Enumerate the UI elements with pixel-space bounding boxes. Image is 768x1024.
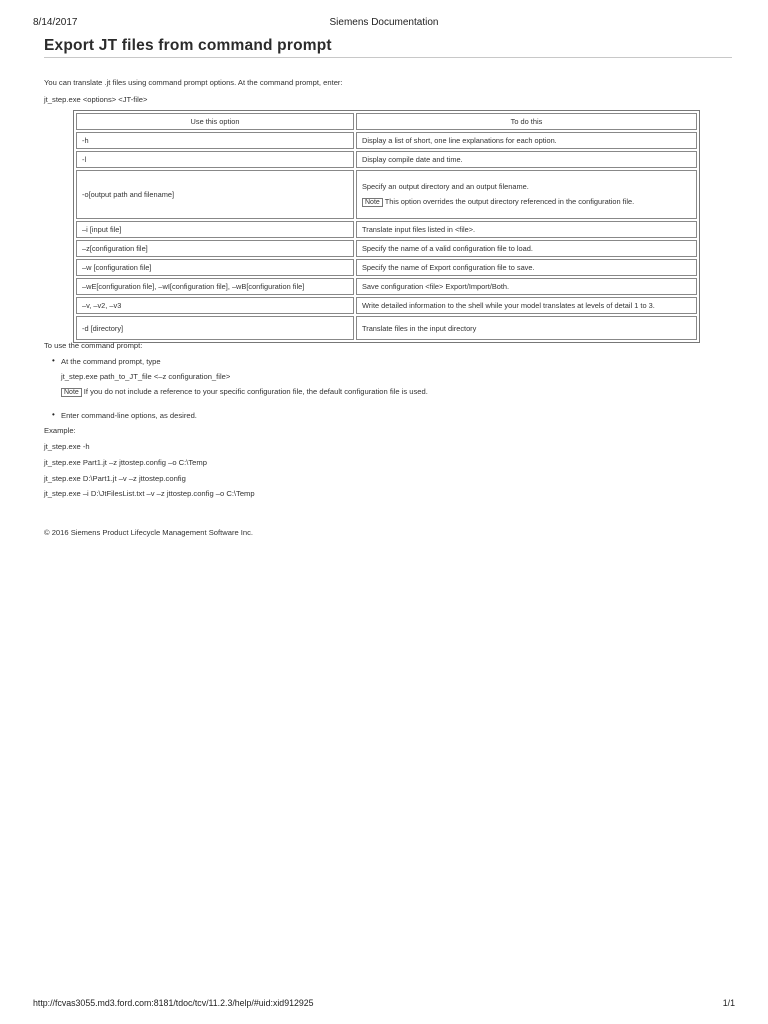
table-row — [76, 278, 697, 295]
option-cell: -d [directory] — [76, 316, 354, 340]
example-line: jt_step.exe Part1.jt –z jttostep.config –o C:\Temp — [44, 458, 207, 467]
option-cell: -l — [76, 151, 354, 168]
table-row — [76, 297, 697, 314]
usage-step: At the command prompt, type — [61, 357, 161, 366]
description-cell: Write detailed information to the shell while your model translates at levels of detail 1 to 3. — [356, 297, 697, 314]
note-block — [362, 197, 691, 207]
example-label: Example: — [44, 426, 76, 435]
option-cell: –w [configuration file] — [76, 259, 354, 276]
table-row — [76, 221, 697, 238]
note-text: This option overrides the output directory referenced in the configuration file. — [384, 197, 635, 206]
table-row — [76, 316, 697, 340]
table-row — [76, 259, 697, 276]
note-label: Note — [61, 388, 82, 397]
usage-step: Enter command-line options, as desired. — [61, 411, 197, 420]
print-date: 8/14/2017 — [33, 17, 78, 28]
note-label: Note — [362, 198, 383, 207]
description-cell: Specify the name of a valid configuration file to load. — [356, 240, 697, 257]
option-cell: –i [input file] — [76, 221, 354, 238]
page-number: 1/1 — [722, 998, 735, 1008]
description-cell: Save configuration <file> Export/Import/Both. — [356, 278, 697, 295]
example-line: jt_step.exe -h — [44, 442, 90, 451]
description-text: Specify an output directory and an output filename. — [362, 182, 529, 191]
option-cell: –z[configuration file] — [76, 240, 354, 257]
intro-syntax: jt_step.exe <options> <JT-file> — [44, 95, 148, 104]
table-row — [76, 132, 697, 149]
table-row — [76, 151, 697, 168]
table-row — [76, 240, 697, 257]
description-cell — [356, 170, 697, 219]
example-line: jt_step.exe D:\Part1.jt –v –z jttostep.config — [44, 474, 186, 483]
copyright: © 2016 Siemens Product Lifecycle Management Software Inc. — [44, 528, 254, 537]
usage-command: jt_step.exe path_to_JT_file <–z configuration_file> — [61, 372, 231, 381]
option-cell: –v, –v2, –v3 — [76, 297, 354, 314]
page-title: Export JT files from command prompt — [44, 37, 332, 54]
site-title: Siemens Documentation — [329, 17, 439, 28]
intro-text: You can translate .jt files using command prompt options. At the command prompt, enter: — [44, 78, 343, 87]
usage-intro: To use the command prompt: — [44, 341, 143, 350]
note-text: If you do not include a reference to your specific configuration file, the default configuration file is used. — [83, 387, 428, 396]
column-header-option: Use this option — [76, 113, 354, 130]
description-cell: Display a list of short, one line explanations for each option. — [356, 132, 697, 149]
description-cell: Display compile date and time. — [356, 151, 697, 168]
option-cell: -h — [76, 132, 354, 149]
description-cell: Specify the name of Export configuration file to save. — [356, 259, 697, 276]
option-cell: -o[output path and filename] — [76, 170, 354, 219]
description-cell: Translate files in the input directory — [356, 316, 697, 340]
column-header-description: To do this — [356, 113, 697, 130]
page-url: http://fcvas3055.md3.ford.com:8181/tdoc/tcv/11.2.3/help/#uid:xid912925 — [33, 998, 314, 1008]
example-line: jt_step.exe –i D:\JtFilesList.txt –v –z jttostep.config –o C:\Temp — [44, 489, 255, 498]
options-table — [73, 110, 700, 343]
table-row — [76, 170, 697, 219]
bullet-icon: • — [52, 356, 55, 365]
title-divider — [44, 57, 732, 58]
description-cell: Translate input files listed in <file>. — [356, 221, 697, 238]
option-cell: –wE[configuration file], –wI[configuration file], –wB[configuration file] — [76, 278, 354, 295]
note-block — [61, 387, 428, 397]
bullet-icon: • — [52, 410, 55, 419]
